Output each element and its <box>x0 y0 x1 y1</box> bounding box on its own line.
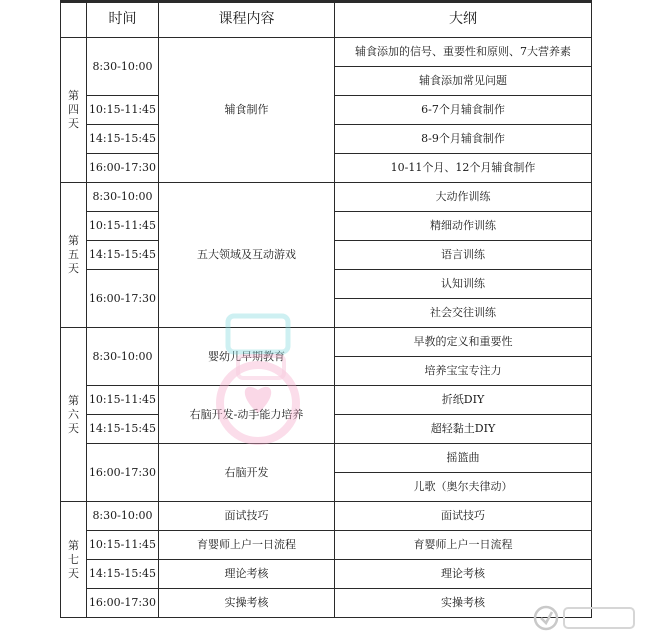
day-label-char: 第 <box>68 234 79 247</box>
outline-cell: 8-9个月辅食制作 <box>335 125 592 154</box>
outline-cell: 理论考核 <box>335 560 592 589</box>
outline-cell: 辅食添加常见问题 <box>335 67 592 96</box>
time-cell: 8:30-10:00 <box>87 38 159 96</box>
content-cell: 育婴师上户一日流程 <box>159 531 335 560</box>
day-label-char: 天 <box>68 117 79 130</box>
outline-cell: 超轻黏土DIY <box>335 415 592 444</box>
outline-cell: 6-7个月辅食制作 <box>335 96 592 125</box>
day-label-char: 五 <box>68 248 79 261</box>
content-cell: 右脑开发-动手能力培养 <box>159 386 335 444</box>
outline-cell: 儿歌（奥尔夫律动） <box>335 473 592 502</box>
time-cell: 10:15-11:45 <box>87 212 159 241</box>
table-row <box>61 560 592 589</box>
content-cell: 五大领域及互动游戏 <box>159 183 335 328</box>
day-label <box>61 502 87 618</box>
time-cell: 14:15-15:45 <box>87 560 159 589</box>
day-label-char: 七 <box>68 552 79 566</box>
time-cell: 10:15-11:45 <box>87 386 159 415</box>
time-cell: 14:15-15:45 <box>87 125 159 154</box>
day-label-char: 天 <box>68 421 79 435</box>
outline-cell: 面试技巧 <box>335 502 592 531</box>
time-cell: 10:15-11:45 <box>87 96 159 125</box>
time-cell: 8:30-10:00 <box>87 502 159 531</box>
time-cell: 16:00-17:30 <box>87 270 159 328</box>
schedule-frame <box>60 0 591 630</box>
outline-cell: 早教的定义和重要性 <box>335 328 592 357</box>
time-cell: 16:00-17:30 <box>87 154 159 183</box>
table-row <box>61 444 592 473</box>
day-label-char: 天 <box>68 566 79 580</box>
time-cell: 16:00-17:30 <box>87 589 159 618</box>
day-label <box>61 183 87 328</box>
day-label <box>61 328 87 502</box>
content-cell: 理论考核 <box>159 560 335 589</box>
header-row <box>61 1 592 38</box>
header-content: 课程内容 <box>159 1 335 38</box>
content-cell: 实操考核 <box>159 589 335 618</box>
table-row <box>61 183 592 212</box>
table-row <box>61 328 592 357</box>
outline-cell: 大动作训练 <box>335 183 592 212</box>
schedule-table <box>60 0 592 618</box>
table-row <box>61 502 592 531</box>
day-label <box>61 38 87 183</box>
outline-cell: 摇篮曲 <box>335 444 592 473</box>
time-cell: 14:15-15:45 <box>87 241 159 270</box>
outline-cell: 辅食添加的信号、重要性和原则、7大营养素 <box>335 38 592 67</box>
content-cell: 右脑开发 <box>159 444 335 502</box>
time-cell: 16:00-17:30 <box>87 444 159 502</box>
outline-cell: 10-11个月、12个月辅食制作 <box>335 154 592 183</box>
table-row <box>61 386 592 415</box>
day-label-char: 天 <box>68 262 79 275</box>
content-cell: 婴幼儿早期教育 <box>159 328 335 386</box>
table-row <box>61 531 592 560</box>
day-label-char: 第 <box>68 538 79 552</box>
outline-cell: 折纸DIY <box>335 386 592 415</box>
time-cell: 8:30-10:00 <box>87 328 159 386</box>
outline-cell: 实操考核 <box>335 589 592 618</box>
outline-cell: 认知训练 <box>335 270 592 299</box>
content-cell: 辅食制作 <box>159 38 335 183</box>
header-outline: 大纲 <box>335 1 592 38</box>
outline-cell: 培养宝宝专注力 <box>335 357 592 386</box>
header-time: 时间 <box>87 1 159 38</box>
time-cell: 8:30-10:00 <box>87 183 159 212</box>
content-cell: 面试技巧 <box>159 502 335 531</box>
outline-cell: 社会交往训练 <box>335 299 592 328</box>
time-cell: 14:15-15:45 <box>87 415 159 444</box>
table-row <box>61 589 592 618</box>
table-row <box>61 38 592 67</box>
day-label-char: 六 <box>68 407 79 421</box>
outline-cell: 育婴师上户一日流程 <box>335 531 592 560</box>
header-corner <box>61 1 87 38</box>
day-label-char: 第 <box>68 393 79 407</box>
day-label-char: 四 <box>68 103 79 116</box>
outline-cell: 精细动作训练 <box>335 212 592 241</box>
schedule-body <box>61 38 592 618</box>
time-cell: 10:15-11:45 <box>87 531 159 560</box>
day-label-char: 第 <box>68 89 79 102</box>
outline-cell: 语言训练 <box>335 241 592 270</box>
